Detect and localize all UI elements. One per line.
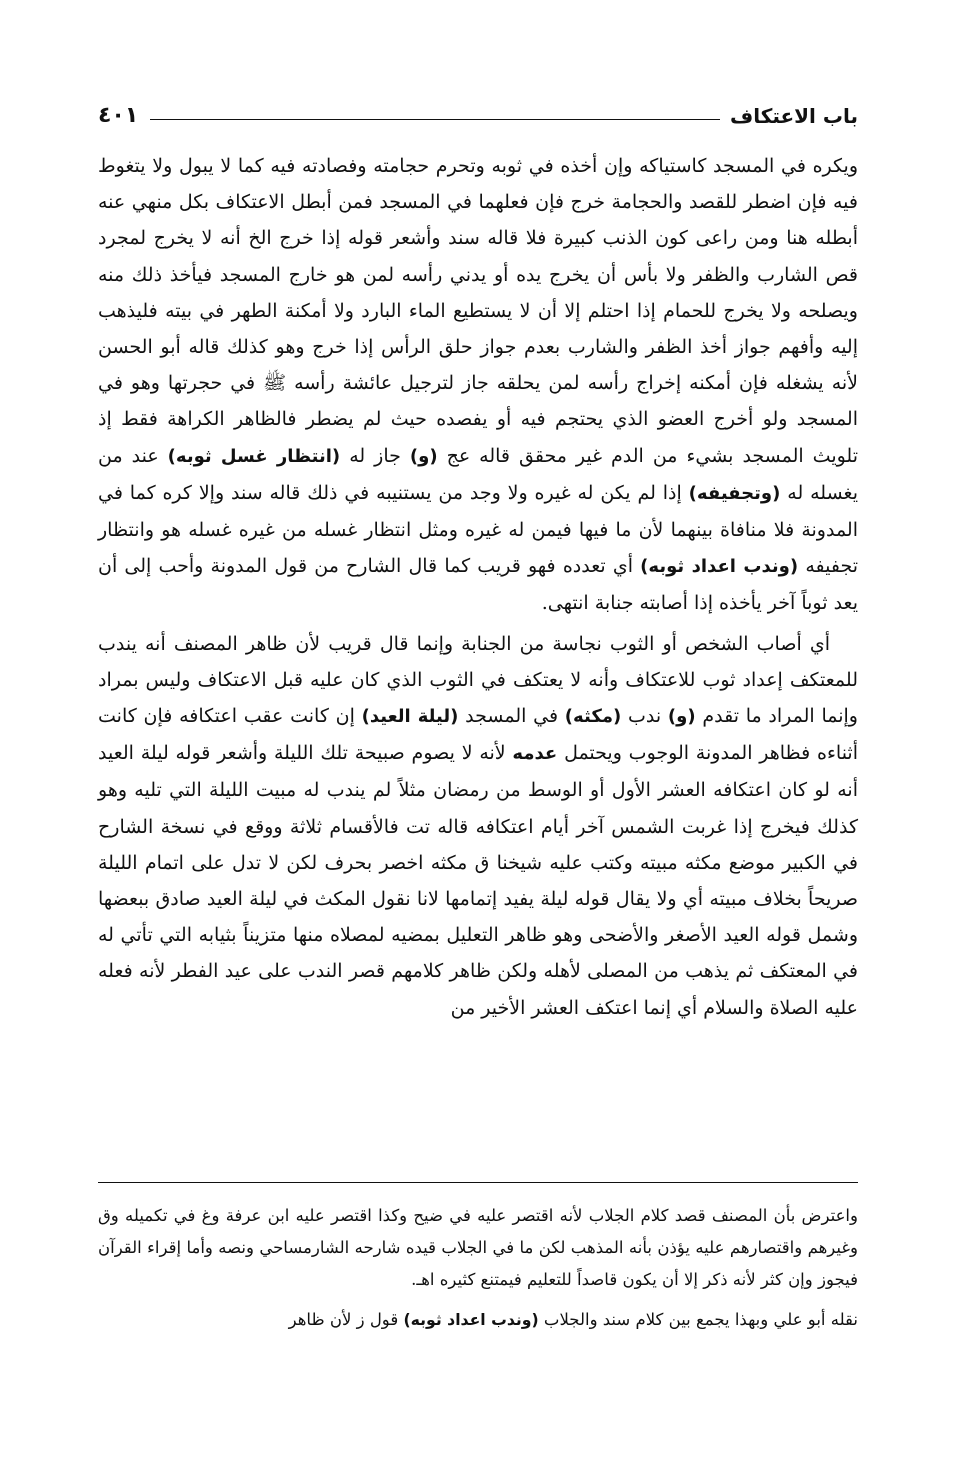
text-run: أي تعدده فهو قريب كما قال الشارح من قول المدونة وأحب إلى أن يعد ثوباً آخر يأخذه إذا أصابته جنابة انتهى. xyxy=(98,555,858,615)
keyword: (ليلة العيد) xyxy=(361,706,459,728)
keyword: (وندب اعداد ثوبه) xyxy=(640,556,799,578)
text-run: نقله أبو علي وبهذا يجمع بين كلام سند والجلاب xyxy=(543,1310,858,1329)
text-run: في المسجد xyxy=(465,705,559,728)
text-run: ندب xyxy=(627,705,662,728)
text-run: إذا لم يكن له غيره ولا وجد من يستنيبه في ذلك قاله سند وإلا كره كما في المدونة فلا منافاة بينهما لأن ما فيها فيمن له غيره ومثل انتظار غسله من غيره غسله هو وانتظار تجفيفه xyxy=(98,481,859,578)
text-run: جاز له xyxy=(349,444,401,467)
text-run: عند من يغسله له xyxy=(98,444,858,504)
main-text xyxy=(98,148,858,1026)
keyword: (وندب اعداد ثوبه) xyxy=(403,1310,539,1329)
footnote-1: واعترض بأن المصنف قصد كلام الجلاب لأنه اقتصر عليه في ضيح وكذا اقتصر عليه ابن عرفة وغ في تكميله وق وغيرهم واقتصارهم عليه يؤذن بأنه المذهب لكن ما في الجلاب قيده شارحه الشارمساحي ونصه وأما إقراء القرآن فيجوز وإن كثر لأنه ذكر إلا أن يكون قاصداً للتعليم فيمتنع كثيره اهـ. xyxy=(98,1206,858,1289)
running-header xyxy=(98,88,858,128)
chapter-title: باب الاعتكاف xyxy=(729,104,858,128)
paragraph-2 xyxy=(98,626,858,1026)
page-number: ٤٠١ xyxy=(98,103,139,128)
text-run: إن كانت عقب اعتكافه فإن كانت أثناءه فظاهر المدونة الوجوب ويحتمل xyxy=(98,705,858,765)
footnotes xyxy=(98,1200,858,1336)
footnote-divider xyxy=(98,1182,858,1183)
text-run: قول ز لأن ظاهر xyxy=(288,1310,399,1329)
keyword: (مكثه) xyxy=(564,706,622,728)
header-rule xyxy=(150,119,720,120)
text-run: لأنه لا يصوم صبيحة تلك الليلة وأشعر قوله ليلة العيد أنه لو كان اعتكافه العشر الأول أو الوسط من رمضان مثلاً لم يندب له مبيت الليلة التي تليه وهو كذلك فيخرج إذا غربت الشمس آخر أيام اعتكافه قاله تت فالأقسام ثلاثة ووقع في نسخة الشارح في الكبير موضع مكثه مبيته وكتب عليه شيخنا ق مكثه اخصر بحرف لكن لا تدل على اتمام الليلة صريحاً بخلاف مبيته أي ولا يقال قوله ليلة يفيد إتمامها لانا نقول المكث في ليلة العيد صادق ببعضها وشمل قوله العيد الأصغر والأضحى وهو ظاهر التعليل بمضيه لمصلاه منها متزيناً بثيابه التي تأتي له في المعتكف ثم يذهب من المصلى لأهله ولكن ظاهر كلامهم قصر الندب على عيد الفطر لأنه فعله عليه الصلاة والسلام أي إنما اعتكف العشر الأخير من xyxy=(98,742,858,1019)
paragraph-1 xyxy=(98,148,858,622)
text-run: أي أصاب الشخص أو الثوب نجاسة من الجنابة وإنما قال قريب لأن ظاهر المصنف أنه يندب للمعتكف إعداد ثوب للاعتكاف وأنه لا يعتكف في الثوب الذي كان عليه قبل الاعتكاف وليس بمراد وإنما المراد ما تقدم xyxy=(98,632,858,728)
keyword: (و) xyxy=(667,706,696,728)
keyword: (و) xyxy=(409,445,438,467)
footnote-2 xyxy=(98,1304,858,1336)
keyword: عدمه xyxy=(512,743,558,765)
keyword: (وتجفيفه) xyxy=(688,482,781,504)
keyword: (انتظار غسل ثوبه) xyxy=(167,445,341,467)
text-run: ويكره في المسجد كاستياكه وإن أخذه في ثوبه وتحرم حجامته وفصادته فيه كما لا يبول ولا يتغوط فيه فإن اضطر للقصد والحجامة خرج فإن فعلهما في المسجد فمن أبطل الاعتكاف بكل منهي عنه أبطله هنا ومن راعى كون الذنب كبيرة فلا قاله سند وأشعر قوله إذا خرج الخ أنه لا يخرج لمجرد قص الشارب والظفر ولا بأس أن يخرج يده أو يدني رأسه لمن هو خارج المسجد فيأخذ ذلك منه ويصلحه ولا يخرج للحمام إذا احتلم إلا أن لا يستطيع الماء البارد ولا أمكنة الطهر في بيته فليذهب إليه وأفهم جواز أخذ الظفر والشارب بعدم جواز حلق الرأس إذا خرج وهو كذلك قاله أبو الحسن لأنه يشغله فإن أمكنه إخراج رأسه لمن يحلقه جاز لترجيل عائشة رأسه ﷺ في حجرتها وهو في المسجد ولو أخرج العضو الذي يحتجم فيه أو يفصده حيث لم يضطر فالظاهر الكراهة فقط إذ تلويث المسجد بشيء من الدم غير محقق قاله عج xyxy=(98,155,859,467)
